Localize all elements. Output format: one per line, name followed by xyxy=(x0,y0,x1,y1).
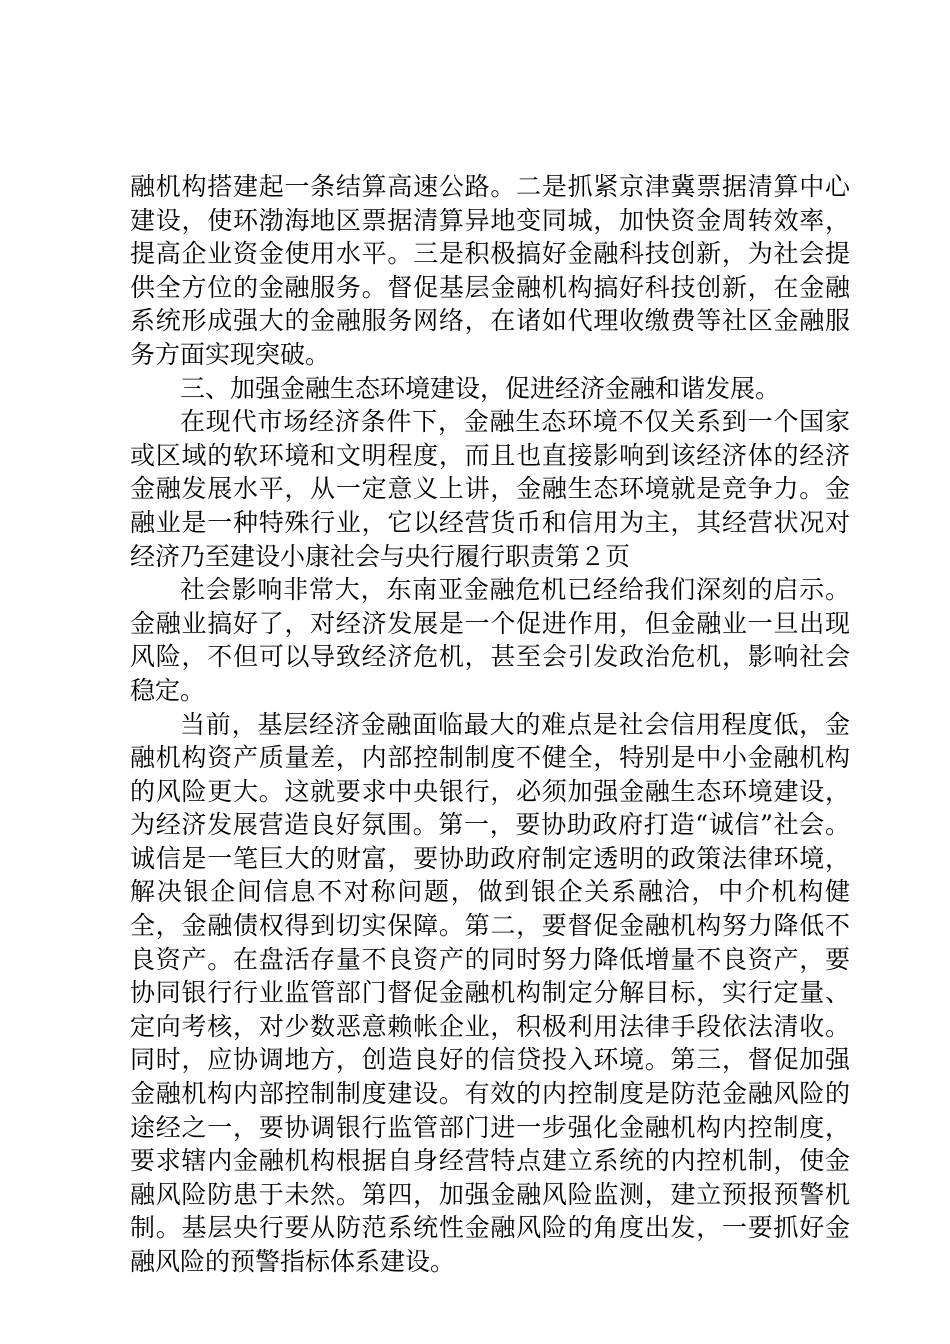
paragraph-3: 社会影响非常大，东南亚金融危机已经给我们深刻的启示。金融业搞好了，对经济发展是一个促进作用，但金融业一旦出现风险，不但可以导致经济危机，甚至会引发政治危机，影响社会稳定。 xyxy=(130,575,850,705)
paragraph-2: 在现代市场经济条件下，金融生态环境不仅关系到一个国家或区域的软环境和文明程度，而且也直接影响到该经济体的经济金融发展水平，从一定意义上讲，金融生态环境就是竞争力。金融业是一种特殊行业，它以经营货币和信用为主，其经营状况对经济乃至建设小康社会与央行履行职责第２页 xyxy=(130,407,850,571)
section-heading: 三、加强金融生态环境建设，促进经济金融和谐发展。 xyxy=(180,373,781,403)
document-body xyxy=(130,170,850,1279)
paragraph-4: 当前，基层经济金融面临最大的难点是社会信用程度低，金融机构资产质量差，内部控制制度不健全，特别是中小金融机构的风险更大。这就要求中央银行，必须加强金融生态环境建设，为经济发展营造良好氛围。第一，要协助政府打造“诚信”社会。诚信是一笔巨大的财富，要协助政府制定透明的政策法律环境，解决银企间信息不对称问题，做到银企关系融洽，中介机构健全，金融债权得到切实保障。第二，要督促金融机构努力降低不良资产。在盘活存量不良资产的同时努力降低增量不良资产，要协同银行行业监管部门督促金融机构制定分解目标，实行定量、定向考核，对少数恶意赖帐企业，积极利用法律手段依法清收。同时，应协调地方，创造良好的信贷投入环境。第三，督促加强金融机构内部控制制度建设。有效的内控制度是防范金融风险的途经之一，要协调银行监管部门进一步强化金融机构内控制度，要求辖内金融机构根据自身经营特点建立系统的内控机制，使金融风险防患于未然。第四，加强金融风险监测，建立预报预警机制。基层央行要从防范系统性金融风险的角度出发，一要抓好金融风险的预警指标体系建设。 xyxy=(130,709,850,1276)
paragraph-1: 融机构搭建起一条结算高速公路。二是抓紧京津冀票据清算中心建设，使环渤海地区票据清算异地变同城，加快资金周转效率，提高企业资金使用水平。三是积极搞好金融科技创新，为社会提供全方位的金融服务。督促基层金融机构搞好科技创新，在金融系统形成强大的金融服务网络，在诸如代理收缴费等社区金融服务方面实现突破。 xyxy=(130,172,850,369)
